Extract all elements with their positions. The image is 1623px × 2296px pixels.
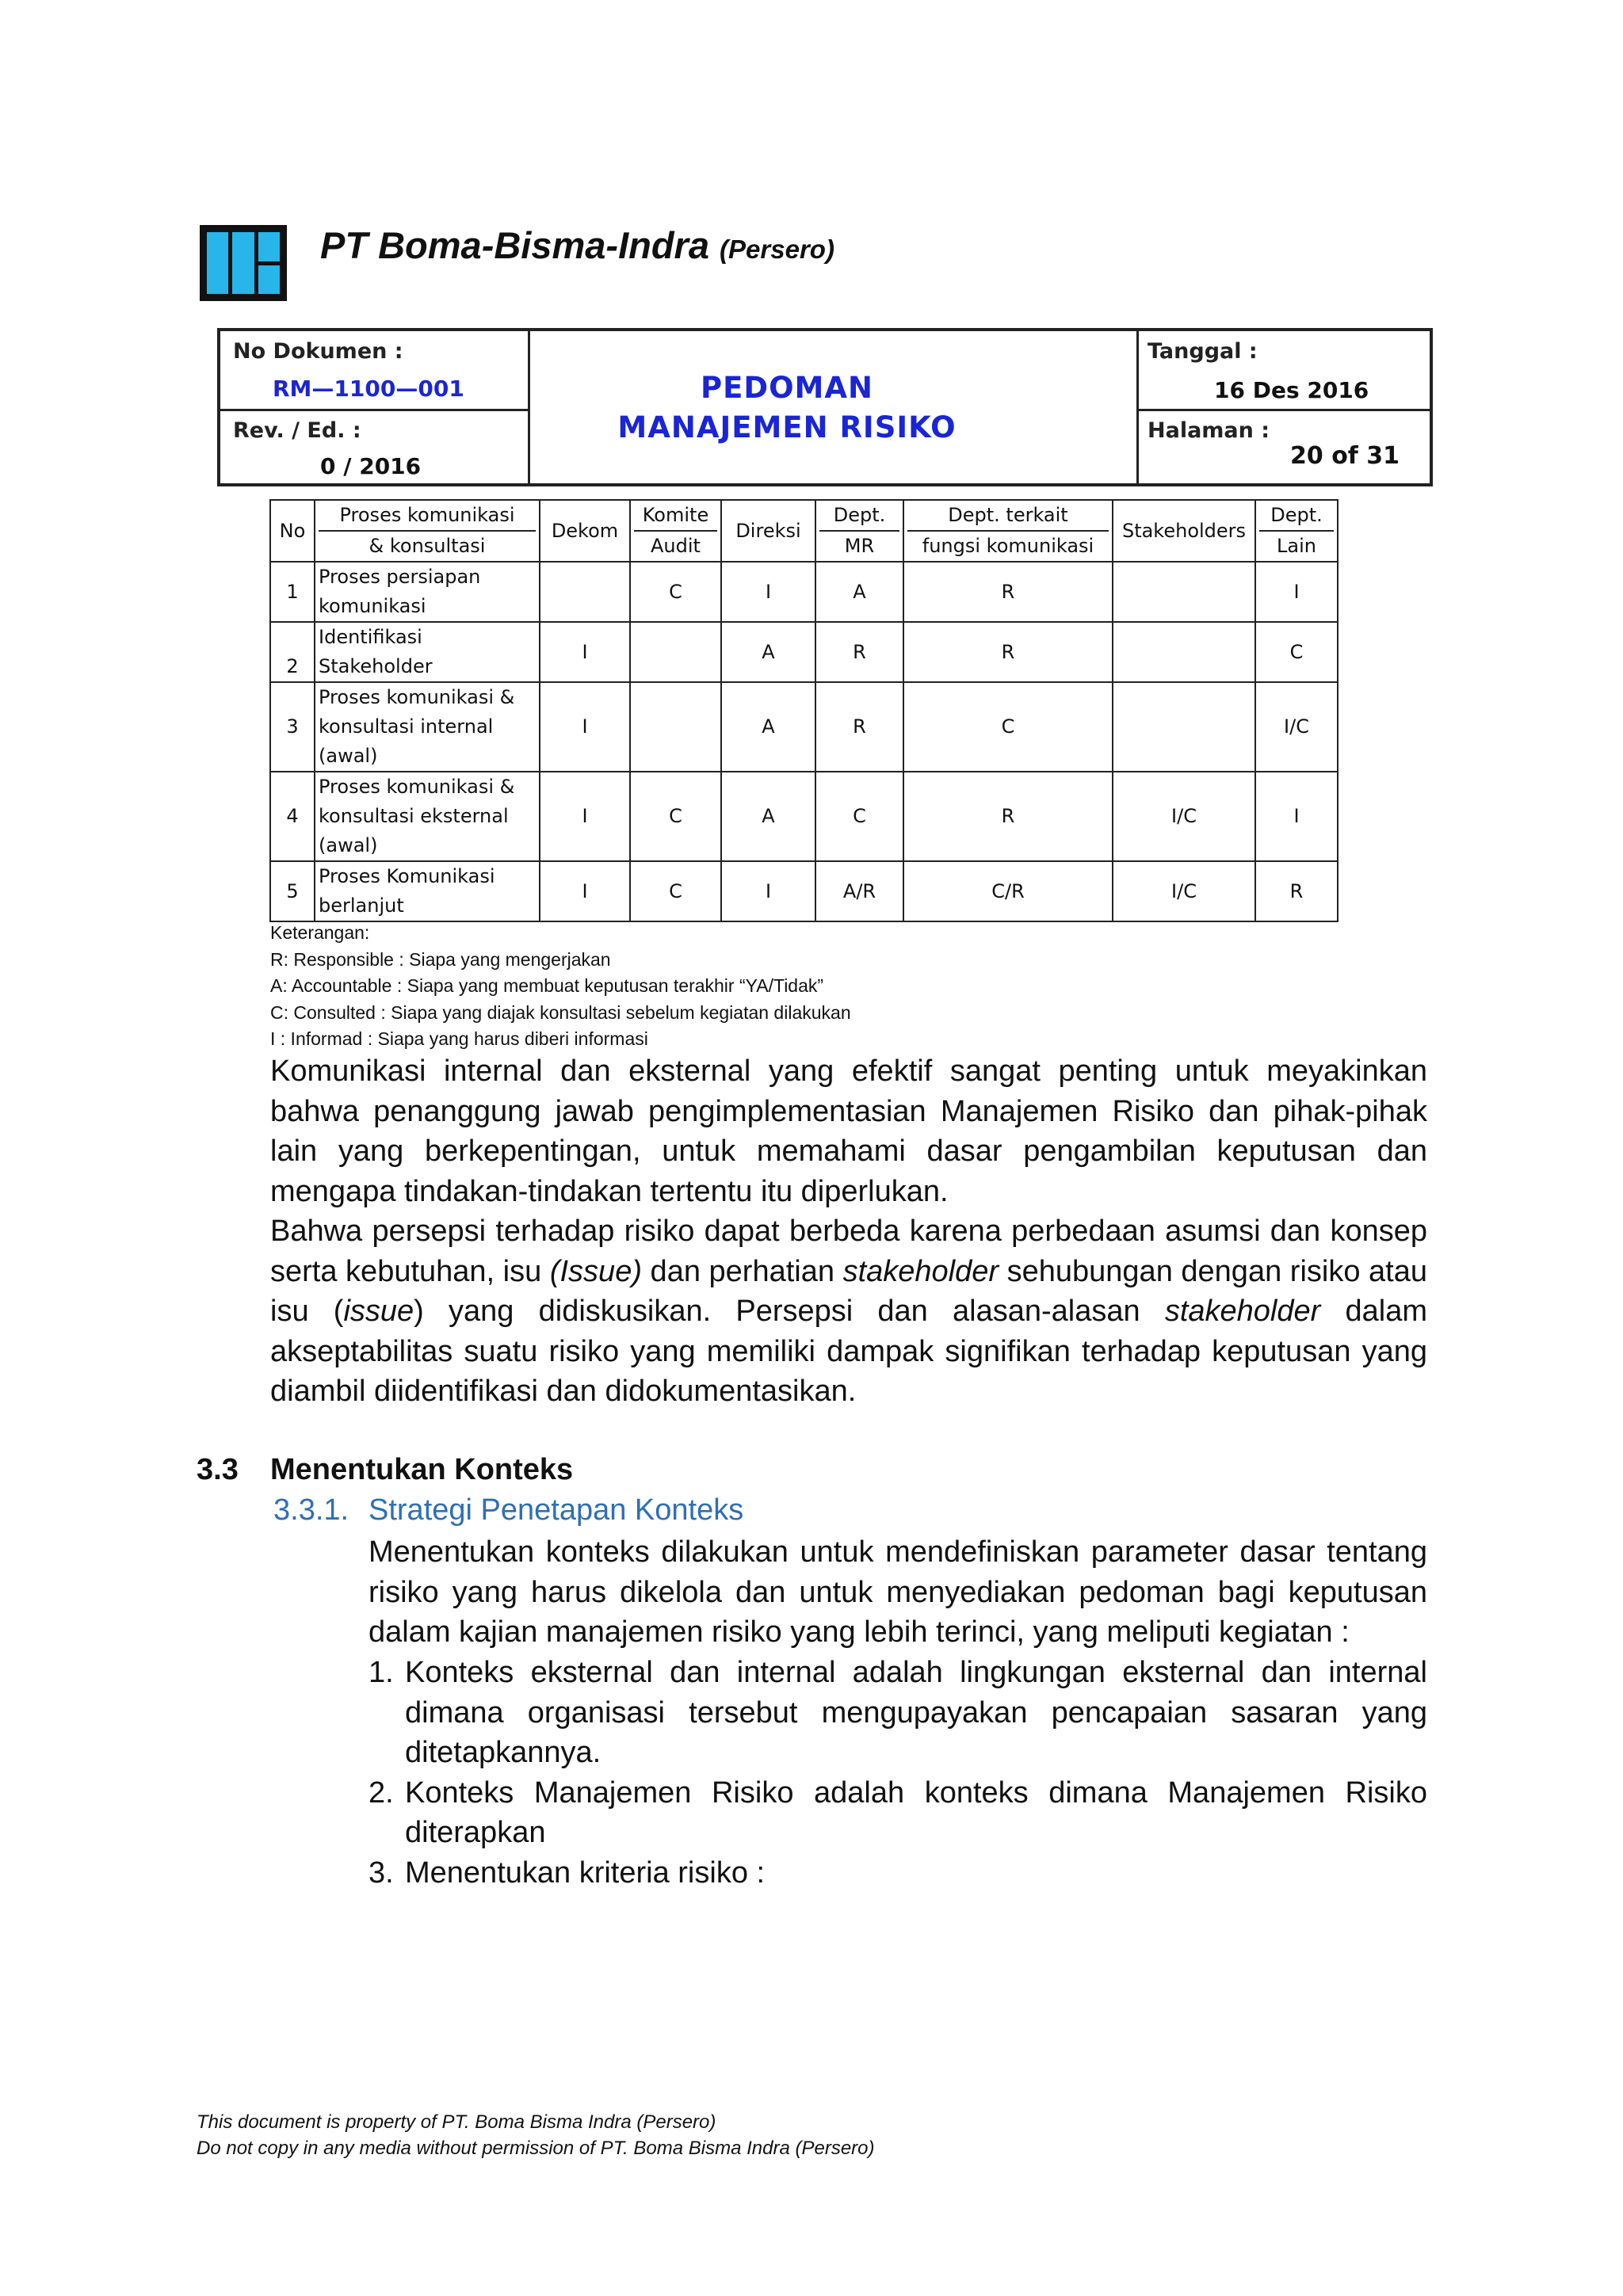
cell-stakeholders xyxy=(1113,562,1255,622)
footer-line1: This document is property of PT. Boma Bisma Indra (Persero) xyxy=(197,2111,716,2133)
cell-dept-lain: I xyxy=(1255,772,1338,861)
doc-title-line2: MANAJEMEN RISIKO xyxy=(617,410,957,444)
company-suffix: (Persero) xyxy=(720,235,834,264)
page-number: 20 of 31 xyxy=(1290,442,1400,470)
header-dekom: Dekom xyxy=(540,500,630,562)
cell-dept-mr: A/R xyxy=(815,861,903,921)
revision-label: Rev. / Ed. : xyxy=(233,418,361,443)
cell-direksi: I xyxy=(721,861,815,921)
document-header-box xyxy=(217,328,1433,486)
table-row xyxy=(270,772,1338,861)
intro-paragraph: Menentukan konteks dilakukan untuk mendefiniskan parameter dasar tentang risiko yang harus dikelola dan untuk menyediakan pedoman bagi keputusan dalam kajian manajemen risiko yang lebih terinci, yang meliputi kegiatan : xyxy=(369,1535,1427,1649)
table-row xyxy=(270,622,1338,682)
list-item: 2. Konteks Manajemen Risiko adalah konteks dimana Manajemen Risiko diterapkan xyxy=(369,1775,1427,1849)
section-number: 3.3 xyxy=(197,1453,239,1486)
cell-dekom: I xyxy=(540,682,630,772)
cell-dept-mr: A xyxy=(815,562,903,622)
row-proses: Proses komunikasi & konsultasi internal (awal) xyxy=(315,682,540,772)
list-item: 1. Konteks eksternal dan internal adalah lingkungan eksternal dan internal dimana organisasi tersebut mengupayakan pencapaian sasaran yang ditetapkannya. xyxy=(369,1656,1427,1769)
cell-dept-lain: R xyxy=(1255,861,1338,921)
header-dept-mr: Dept. MR xyxy=(815,500,903,562)
cell-stakeholders: I/C xyxy=(1113,772,1255,861)
row-proses: Proses persiapan komunikasi xyxy=(315,562,540,622)
cell-stakeholders xyxy=(1113,682,1255,772)
table-row xyxy=(270,562,1338,622)
cell-dekom: I xyxy=(540,622,630,682)
row-no: 2 xyxy=(270,622,315,682)
body-text xyxy=(270,1051,1427,1412)
cell-direksi: I xyxy=(721,562,815,622)
document-footer xyxy=(197,2109,875,2161)
row-no: 3 xyxy=(270,682,315,772)
cell-dept-mr: C xyxy=(815,772,903,861)
cell-dept-terkait: R xyxy=(903,622,1113,682)
row-proses: Proses komunikasi & konsultasi eksternal (awal) xyxy=(315,772,540,861)
table-header-row xyxy=(270,500,1338,562)
cell-direksi: A xyxy=(721,772,815,861)
date-value: 16 Des 2016 xyxy=(1214,377,1369,403)
list-item: 3. Menentukan kriteria risiko : xyxy=(369,1855,766,1890)
cell-dekom: I xyxy=(540,772,630,861)
cell-stakeholders xyxy=(1113,622,1255,682)
row-proses: Identifikasi Stakeholder xyxy=(315,622,540,682)
company-name xyxy=(320,223,834,267)
row-no: 5 xyxy=(270,861,315,921)
cell-dept-lain: I/C xyxy=(1255,682,1338,772)
legend-accountable: A: Accountable : Siapa yang membuat keputusan terakhir “YA/Tidak” xyxy=(270,975,824,996)
cell-dept-terkait: R xyxy=(903,562,1113,622)
cell-dept-terkait: R xyxy=(903,772,1113,861)
legend-title: Keterangan: xyxy=(270,922,370,943)
cell-dept-terkait: C/R xyxy=(903,861,1113,921)
header-dept-terkait: Dept. terkait fungsi komunikasi xyxy=(903,500,1113,562)
subsection-title: Strategi Penetapan Konteks xyxy=(369,1493,744,1527)
legend-responsible: R: Responsible : Siapa yang mengerjakan xyxy=(270,948,611,970)
row-no: 1 xyxy=(270,562,315,622)
cell-komite xyxy=(630,622,721,682)
doc-number-label: No Dokumen : xyxy=(233,339,403,364)
cell-dekom: I xyxy=(540,861,630,921)
cell-komite: C xyxy=(630,772,721,861)
header-no: No xyxy=(270,500,315,562)
cell-direksi: A xyxy=(721,622,815,682)
legend-consulted: C: Consulted : Siapa yang diajak konsultasi sebelum kegiatan dilakukan xyxy=(270,1001,851,1023)
cell-dekom xyxy=(540,562,630,622)
table-row xyxy=(270,861,1338,921)
cell-dept-lain: I xyxy=(1255,562,1338,622)
table-row xyxy=(270,682,1338,772)
cell-dept-mr: R xyxy=(815,622,903,682)
revision-value: 0 / 2016 xyxy=(320,453,422,479)
header-proses: Proses komunikasi & konsultasi xyxy=(315,500,540,562)
row-proses: Proses Komunikasi berlanjut xyxy=(315,861,540,921)
cell-dept-mr: R xyxy=(815,682,903,772)
header-dept-lain: Dept. Lain xyxy=(1255,500,1338,562)
header-komite-audit: Komite Audit xyxy=(630,500,721,562)
cell-komite: C xyxy=(630,861,721,921)
doc-number-value: RM—1100—001 xyxy=(273,376,464,402)
communication-raci-table xyxy=(269,499,1338,922)
page-label: Halaman : xyxy=(1148,418,1270,443)
footer-line2: Do not copy in any media without permission of PT. Boma Bisma Indra (Persero) xyxy=(197,2138,875,2159)
date-label: Tanggal : xyxy=(1148,339,1258,364)
cell-direksi: A xyxy=(721,682,815,772)
header-direksi: Direksi xyxy=(721,500,815,562)
cell-dept-terkait: C xyxy=(903,682,1113,772)
cell-komite: C xyxy=(630,562,721,622)
cell-komite xyxy=(630,682,721,772)
criteria-list xyxy=(369,1653,1427,1893)
cell-stakeholders: I/C xyxy=(1113,861,1255,921)
company-logo-icon xyxy=(200,225,287,301)
row-no: 4 xyxy=(270,772,315,861)
table-legend xyxy=(270,920,851,1053)
subsection-number: 3.3.1. xyxy=(273,1493,349,1527)
company-name-text: PT Boma-Bisma-Indra xyxy=(320,224,709,266)
cell-dept-lain: C xyxy=(1255,622,1338,682)
paragraph-communication: Komunikasi internal dan eksternal yang efektif sangat penting untuk meyakinkan bahwa penanggung jawab pengimplementasian Manajemen Risiko dan pihak-pihak lain yang berkepentingan, untuk memahami dasar pengambilan keputusan dan mengapa tindakan-tindakan tertentu itu diperlukan. xyxy=(270,1055,1427,1208)
paragraph-perception: Bahwa persepsi terhadap risiko dapat berbeda karena perbedaan asumsi dan konsep serta kebutuhan, isu (Issue) dan perhatian stakeholder sehubungan dengan risiko atau isu (issue) yang didiskusikan. Persepsi dan alasan-alasan stakeholder dalam akseptabilitas suatu risiko yang memiliki dampak signifikan terhadap keputusan yang diambil diidentifikasi dan didokumentasikan. xyxy=(270,1215,1427,1408)
doc-title-line1: PEDOMAN xyxy=(701,371,873,405)
legend-informed: I : Informad : Siapa yang harus diberi informasi xyxy=(270,1028,648,1049)
subsection-intro xyxy=(369,1532,1427,1653)
header-stakeholders: Stakeholders xyxy=(1113,500,1255,562)
section-title: Menentukan Konteks xyxy=(270,1453,574,1486)
